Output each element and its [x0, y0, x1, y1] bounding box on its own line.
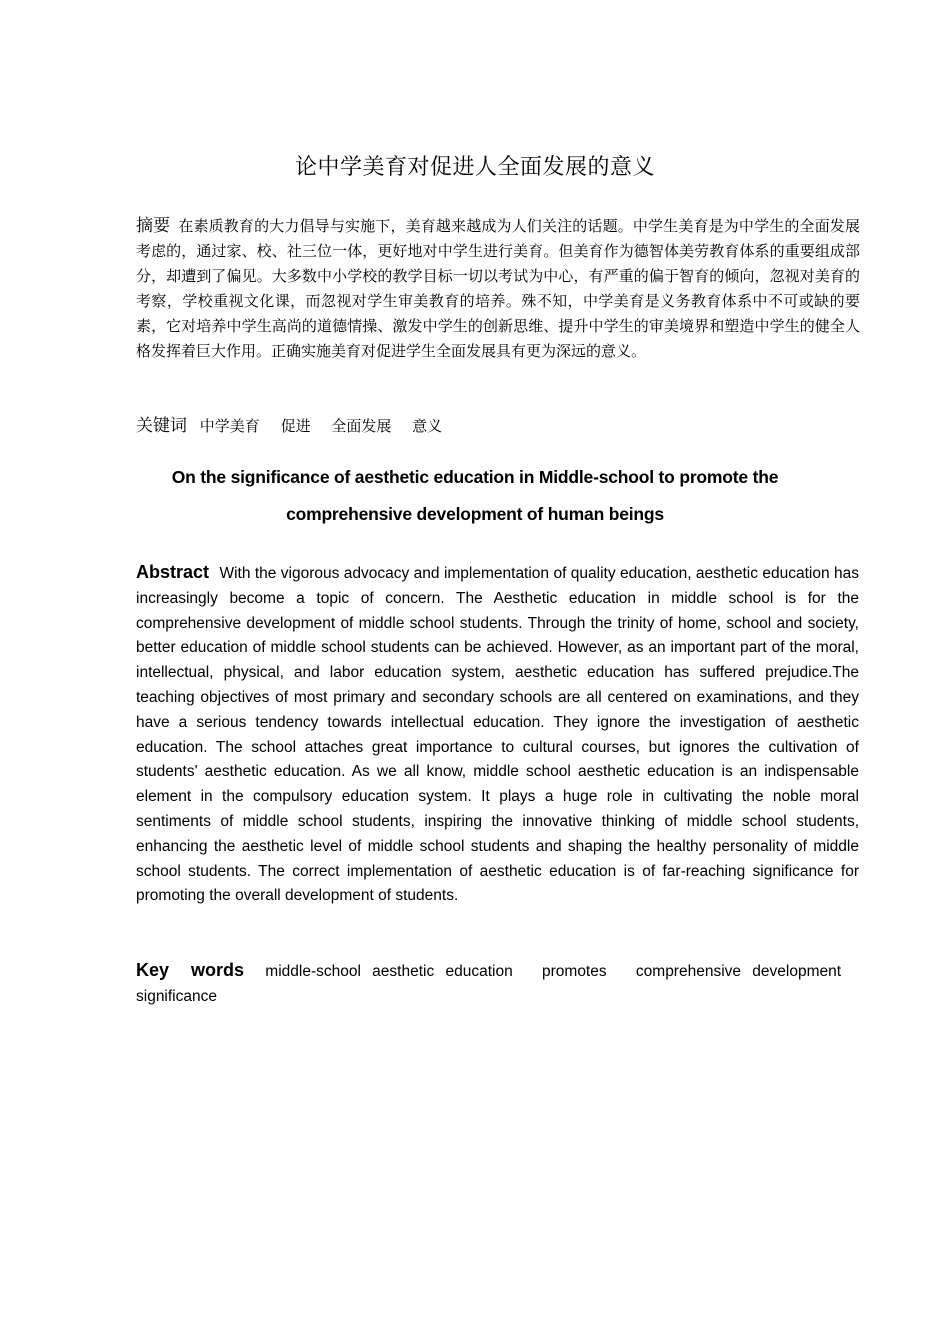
chinese-abstract-label: 摘要 — [136, 216, 171, 236]
english-title-line: comprehensive development of human beings — [286, 504, 664, 524]
english-keyword: promotes — [542, 963, 607, 980]
english-abstract-label: Abstract — [136, 562, 210, 582]
chinese-keyword: 促进 — [280, 417, 311, 435]
chinese-keyword: 全面发展 — [331, 417, 392, 435]
chinese-abstract-text: 在素质教育的大力倡导与实施下，美育越来越成为人们关注的话题。中学生美育是为中学生的全面发展考虑的，通过家、校、社三位一体，更好地对中学生进行美育。但美育作为德智体美劳教育体系的重要组成部分，却遭到了偏见。大多数中小学校的教学目标一切以考试为中心，有严重的偏于智育的倾向，忽视对美育的考察，学校重视文化课，而忽视对学生审美教育的培养。殊不知，中学美育是义务教育体系中不可或缺的要素，它对培养中学生高尚的道德情操、激发中学生的创新思维、提升中学生的审美境界和塑造中学生的健全人格发挥着巨大作用。正确实施美育对促进学生全面发展具有更为深远的意义。 — [136, 217, 860, 360]
english-keyword: significance — [136, 988, 217, 1005]
english-title-line: On the significance of aesthetic education in Middle-school to promote the — [171, 467, 779, 487]
chinese-keywords-label: 关键词 — [136, 416, 187, 436]
english-title — [0, 459, 950, 533]
chinese-keyword: 意义 — [412, 417, 443, 435]
english-abstract — [136, 560, 859, 909]
english-keyword: comprehensive development — [635, 963, 842, 980]
chinese-keyword: 中学美育 — [199, 417, 260, 435]
english-keyword: middle-school aesthetic education — [265, 963, 513, 980]
chinese-title: 论中学美育对促进人全面发展的意义 — [294, 155, 655, 180]
english-abstract-text: With the vigorous advocacy and implementation of quality education, aesthetic education has increasingly become a topic of concern. The Aesthetic education in middle school is for the comprehensive development of middle school students. Through the trinity of home, school and society, better education of middle school students can be achieved. However, as an important part of the moral, intellectual, physical, and labor education system, aesthetic education has suffered prejudice.The teaching objectives of most primary and secondary schools are all centered on examinations, and they have a serious tendency towards intellectual education. They ignore the investigation of aesthetic education. The school attaches great importance to cultural courses, but ignores the cultivation of students' aesthetic education. As we all know, middle school aesthetic education is an indispensable element in the compulsory education system. It plays a huge role in cultivating the noble moral sentiments of middle school students, inspiring the innovative thinking of middle school students, enhancing the aesthetic level of middle school students and shaping the healthy personality of middle school students. The correct implementation of aesthetic education is of far-reaching significance for promoting the overall development of students. — [136, 565, 859, 905]
chinese-abstract — [136, 214, 860, 364]
chinese-keywords — [136, 412, 860, 440]
english-keywords-label: Key words — [136, 960, 244, 980]
english-keywords — [136, 958, 859, 1009]
